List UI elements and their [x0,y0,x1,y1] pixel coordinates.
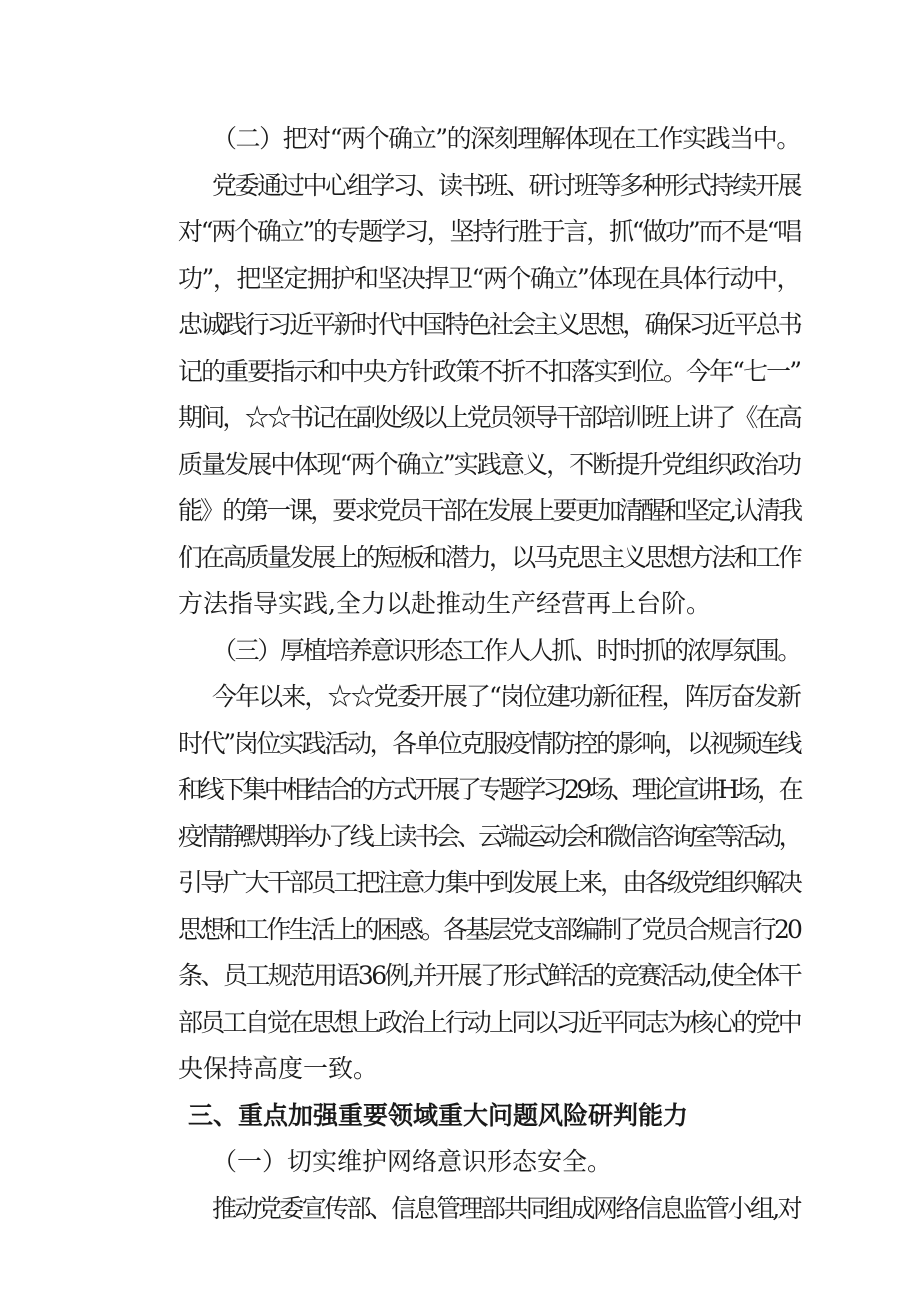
paragraph-line: 条、员工规范用语36例,并开展了形式鲜活的竞赛活动,使全体干 [178,961,801,990]
subsection-heading-3: （三）厚植培养意识形态工作人人抓、时时抓的浓厚氛围。 [212,635,800,665]
paragraph-line: 记的重要指示和中央方针政策不折不扣落实到位。今年“七一” [178,356,801,386]
paragraph-line: 方法指导实践,全力以赴推动生产经营再上台阶。 [178,589,711,618]
paragraph-line: 引导广大干部员工把注意力集中到发展上来，由各级党组织解决 [178,868,800,897]
document-body [178,116,800,1232]
paragraph-line: 对“两个确立”的专题学习，坚持行胜于言，抓“做功”而不是“唱 [178,217,801,246]
paragraph-line: 思想和工作生活上的困惑。各基层党支部编制了党员合规言行20 [178,914,800,944]
paragraph-line: 时代”岗位实践活动，各单位克服疫情防控的影响，以视频连线 [178,728,800,758]
paragraph-line: 忠诚践行习近平新时代中国特色社会主义思想，确保习近平总书 [178,310,800,339]
paragraph-line: 功”，把坚定拥护和坚决捍卫“两个确立”体现在具体行动中， [178,263,800,293]
subsection-heading-2: （二）把对“两个确立”的深刻理解体现在工作实践当中。 [212,124,800,153]
subsection-heading-1: （一）切实维护网络意识形态安全。 [212,1147,613,1176]
paragraph-line: 们在高质量发展上的短板和潜力，以马克思主义思想方法和工作 [178,542,800,572]
paragraph-line: 今年以来，☆☆党委开展了“岗位建功新征程，阵厉奋发新 [212,682,800,711]
paragraph-line: 党委通过中心组学习、读书班、研讨班等多种形式持续开展 [212,170,800,200]
section-heading-3: 三、重点加强重要领域重大问题风险研判能力 [188,1100,689,1130]
paragraph-line: 质量发展中体现“两个确立”实践意义，不断提升党组织政治功 [178,449,801,479]
paragraph-line: 部员工自觉在思想上政治上行动上同以习近平同志为核心的党中 [178,1007,800,1037]
paragraph-line: 推动党委宣传部、信息管理部共同组成网络信息监管小组,对 [212,1193,801,1223]
paragraph-line: 期间，☆☆书记在副处级以上党员领导干部培训班上讲了《在高 [178,403,800,432]
paragraph-line: 央保持高度一致。 [178,1054,379,1083]
paragraph-line: 和线下集中相结合的方式开展了专题学习29场、理论宣讲H场，在 [178,775,801,804]
paragraph-line: 能》的第一课，要求党员干部在发展上要更加清醒和坚定,认清我 [178,496,801,525]
paragraph-line: 疫情静默期举办了线上读书会、云端运动会和微信咨询室等活动， [178,821,801,851]
